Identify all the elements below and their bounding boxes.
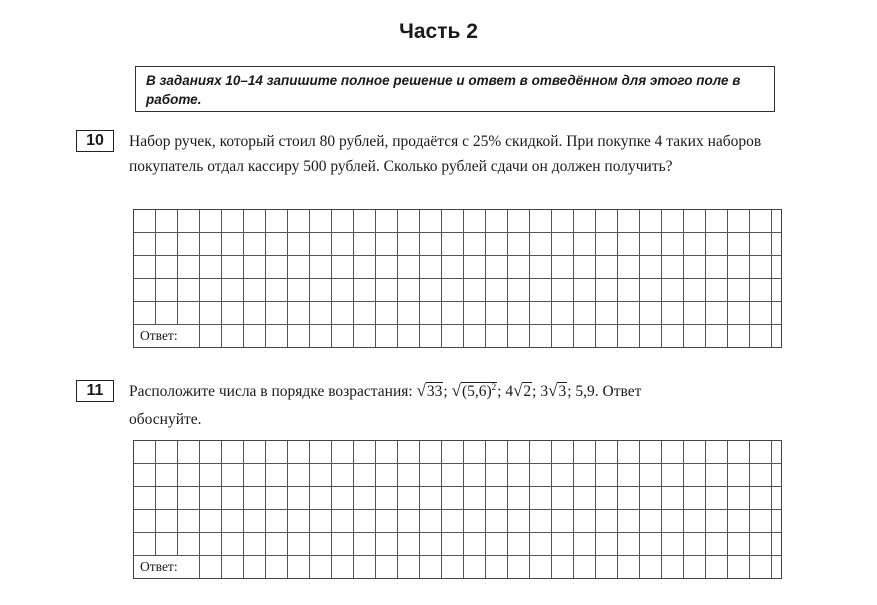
answer-grid-11[interactable] (133, 440, 782, 579)
answer-label-10: Ответ: (134, 324, 200, 347)
task-11-intro: Расположите числа в порядке возрастания: (129, 383, 413, 400)
task-11-text-line1: Расположите числа в порядке возрастания: √33; $√(5,6)^2$; 4√2; 3√3; 5,9. Ответ (129, 381, 642, 400)
task-number-11: 11 (76, 380, 114, 402)
task-11-text-line2: обоснуйте. (129, 411, 202, 428)
instruction-box: В заданиях 10–14 запишите полное решение и ответ в отведённом для этого поле в работе. (135, 66, 775, 112)
answer-grid-10[interactable] (133, 209, 782, 348)
task-number-10: 10 (76, 130, 114, 152)
sqrt-symbol: $√(5,6)^2$ (451, 381, 497, 400)
answer-label-11: Ответ: (134, 555, 200, 578)
task-11-outro: Ответ (602, 383, 642, 400)
expr-5-9: 5,9. (575, 383, 599, 400)
expr-coef-3: 3 (540, 383, 549, 400)
expr-sqrt-33: 33 (426, 383, 443, 400)
sqrt-symbol: √33 (416, 381, 443, 400)
task-10-text: Набор ручек, который стоил 80 рублей, продаётся с 25% скидкой. При покупке 4 таких наборов покупатель отдал кассиру 500 рублей. Сколько рублей сдачи он должен получить? (129, 133, 762, 175)
expr-5-6: (5,6) (461, 383, 492, 400)
expr-sqrt-2: 2 (523, 383, 532, 400)
expr-power: 2 (491, 381, 497, 392)
page-title: Часть 2 (399, 20, 478, 43)
expr-coef-4: 4 (505, 383, 514, 400)
sqrt-symbol: √3 (548, 381, 567, 400)
expr-sqrt-3: 3 (558, 383, 567, 400)
sqrt-symbol: √2 (513, 381, 532, 400)
